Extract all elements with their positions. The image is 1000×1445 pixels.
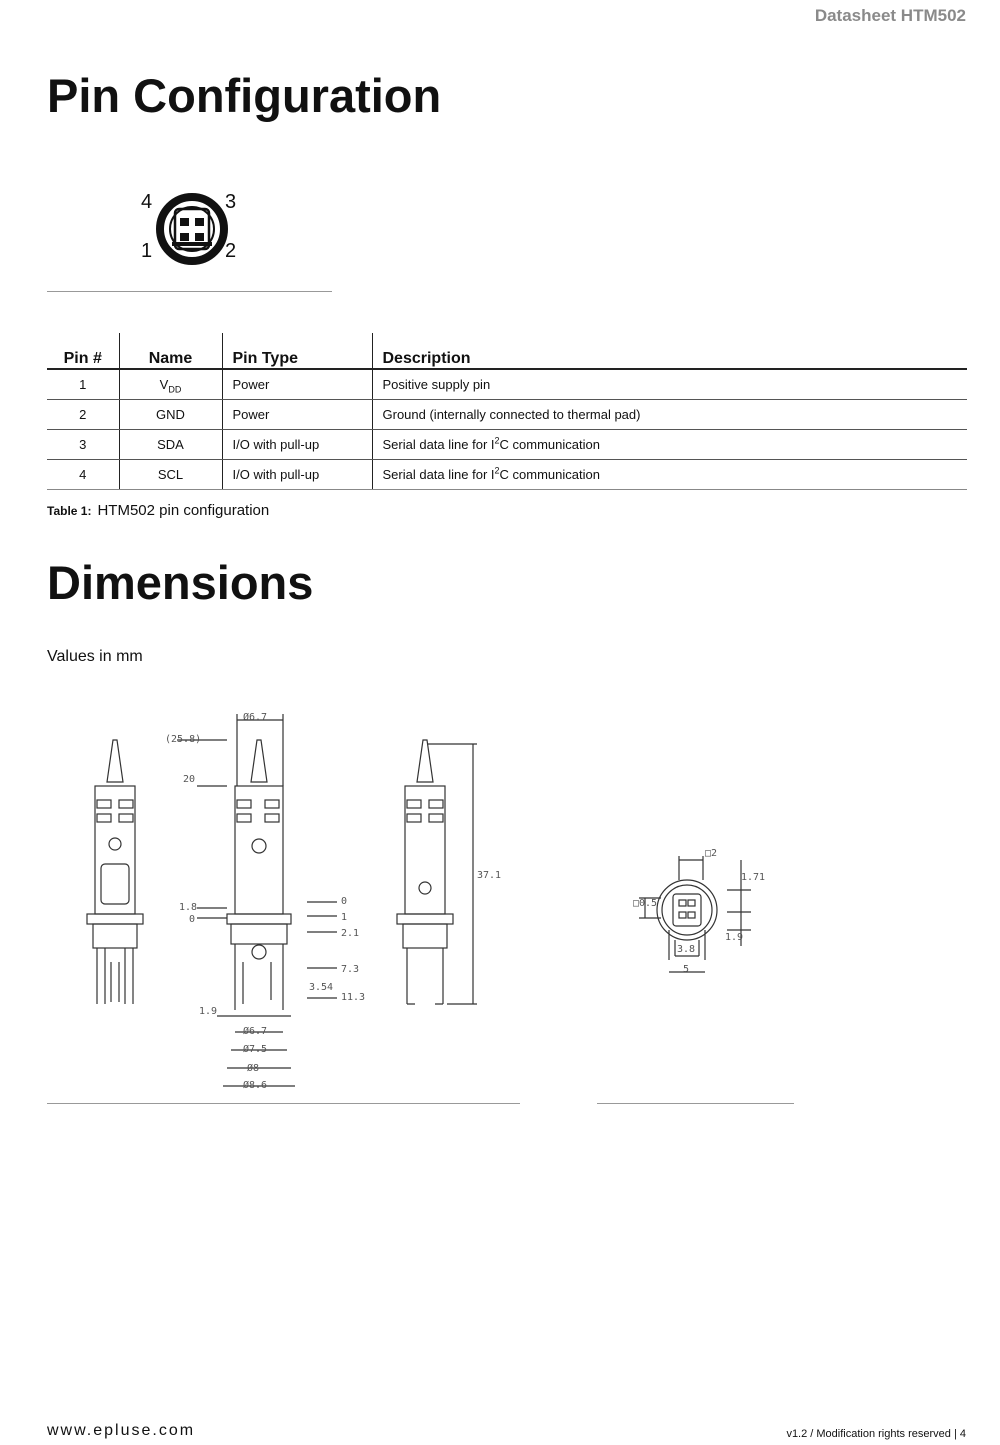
- table-caption: [47, 502, 269, 519]
- pin-description: Positive supply pin: [372, 369, 967, 400]
- sensor-side-view: [397, 740, 477, 1004]
- dim-label-d75: Ø7.5: [243, 1044, 268, 1055]
- pin-type: I/O with pull-up: [222, 460, 372, 490]
- dim-label-r21: 2.1: [341, 928, 360, 939]
- pin-description: Serial data line for $I^2C$ communication: [372, 430, 967, 460]
- dim-label-h18: 1.8: [179, 902, 198, 913]
- sensor-top-view-icon: [137, 187, 247, 267]
- dim-label-r73: 7.3: [341, 964, 360, 975]
- dim-label-overall-ref: (25.8): [165, 734, 202, 745]
- pin-configuration-title: Pin Configuration: [47, 69, 442, 122]
- dim-label-r0: 0: [341, 896, 348, 907]
- dim-label-v171: 1.71: [741, 872, 766, 883]
- dim-label-total: 37.1: [477, 870, 502, 881]
- table-header-row: [47, 333, 967, 369]
- dim-label-d8: Ø8: [247, 1063, 260, 1074]
- dim-label-r4: 4: [327, 982, 334, 993]
- column-header-name: Name: [119, 333, 222, 369]
- dim-label-r1: 1: [341, 912, 348, 923]
- dimension-drawing: [47, 700, 807, 1100]
- dim-label-h20: 20: [183, 774, 196, 785]
- pin-number: 4: [47, 460, 119, 490]
- pin-description: Ground (internally connected to thermal pad): [372, 400, 967, 430]
- dimensions-title: Dimensions: [47, 556, 314, 609]
- dim-label-sq05: □0.5: [633, 898, 658, 909]
- pin-number: 1: [47, 369, 119, 400]
- column-header-pin: Pin #: [47, 333, 119, 369]
- dim-label-d67: Ø6.7: [243, 1026, 268, 1037]
- dim-label-r35: 3.5: [309, 982, 328, 993]
- divider: [597, 1103, 794, 1104]
- pin-name: SCL: [119, 460, 222, 490]
- pin-name: GND: [119, 400, 222, 430]
- dim-label-w19: 1.9: [199, 1006, 218, 1017]
- table-row: [47, 460, 967, 490]
- caption-label: Table 1:: [47, 504, 92, 518]
- column-header-description: Description: [372, 333, 967, 369]
- column-header-pin-type: Pin Type: [222, 333, 372, 369]
- pin-number: 2: [47, 400, 119, 430]
- sensor-front-view: [87, 740, 143, 1004]
- pin-type: Power: [222, 400, 372, 430]
- pin-name: $V_{DD}$: [119, 369, 222, 400]
- units-note: Values in mm: [47, 648, 143, 665]
- pin-label-4: 4: [141, 191, 153, 213]
- table-row: [47, 400, 967, 430]
- caption-text: HTM502 pin configuration: [97, 502, 270, 519]
- dim-label-v19: 1.9: [725, 932, 744, 943]
- pin-label-3: 3: [225, 191, 237, 213]
- dim-label-sq2: □2: [705, 848, 718, 859]
- pin-description: Serial data line for $I^2C$ communication: [372, 460, 967, 490]
- footer-website: www.epluse.com: [47, 1422, 196, 1439]
- pin-label-1: 1: [141, 240, 153, 262]
- dim-label-d86: Ø8.6: [243, 1080, 268, 1091]
- dim-label-h0: 0: [189, 914, 196, 925]
- dim-label-top-diameter: Ø6.7: [243, 712, 268, 723]
- pin-diagram: [137, 187, 247, 267]
- document-header: Datasheet HTM502: [814, 6, 966, 25]
- pin-name: SDA: [119, 430, 222, 460]
- pin-type: Power: [222, 369, 372, 400]
- pin-number: 3: [47, 430, 119, 460]
- divider: [47, 291, 332, 292]
- table-row: [47, 369, 967, 400]
- pin-type: I/O with pull-up: [222, 430, 372, 460]
- divider: [47, 1103, 520, 1104]
- dim-label-r113: 11.3: [341, 992, 366, 1003]
- dim-label-w5: 5: [683, 964, 690, 975]
- dim-label-w38: 3.8: [677, 944, 696, 955]
- pin-table: [47, 333, 967, 490]
- table-row: [47, 430, 967, 460]
- pin-label-2: 2: [225, 240, 237, 262]
- footer-version: v1.2 / Modification rights reserved | 4: [786, 1428, 966, 1440]
